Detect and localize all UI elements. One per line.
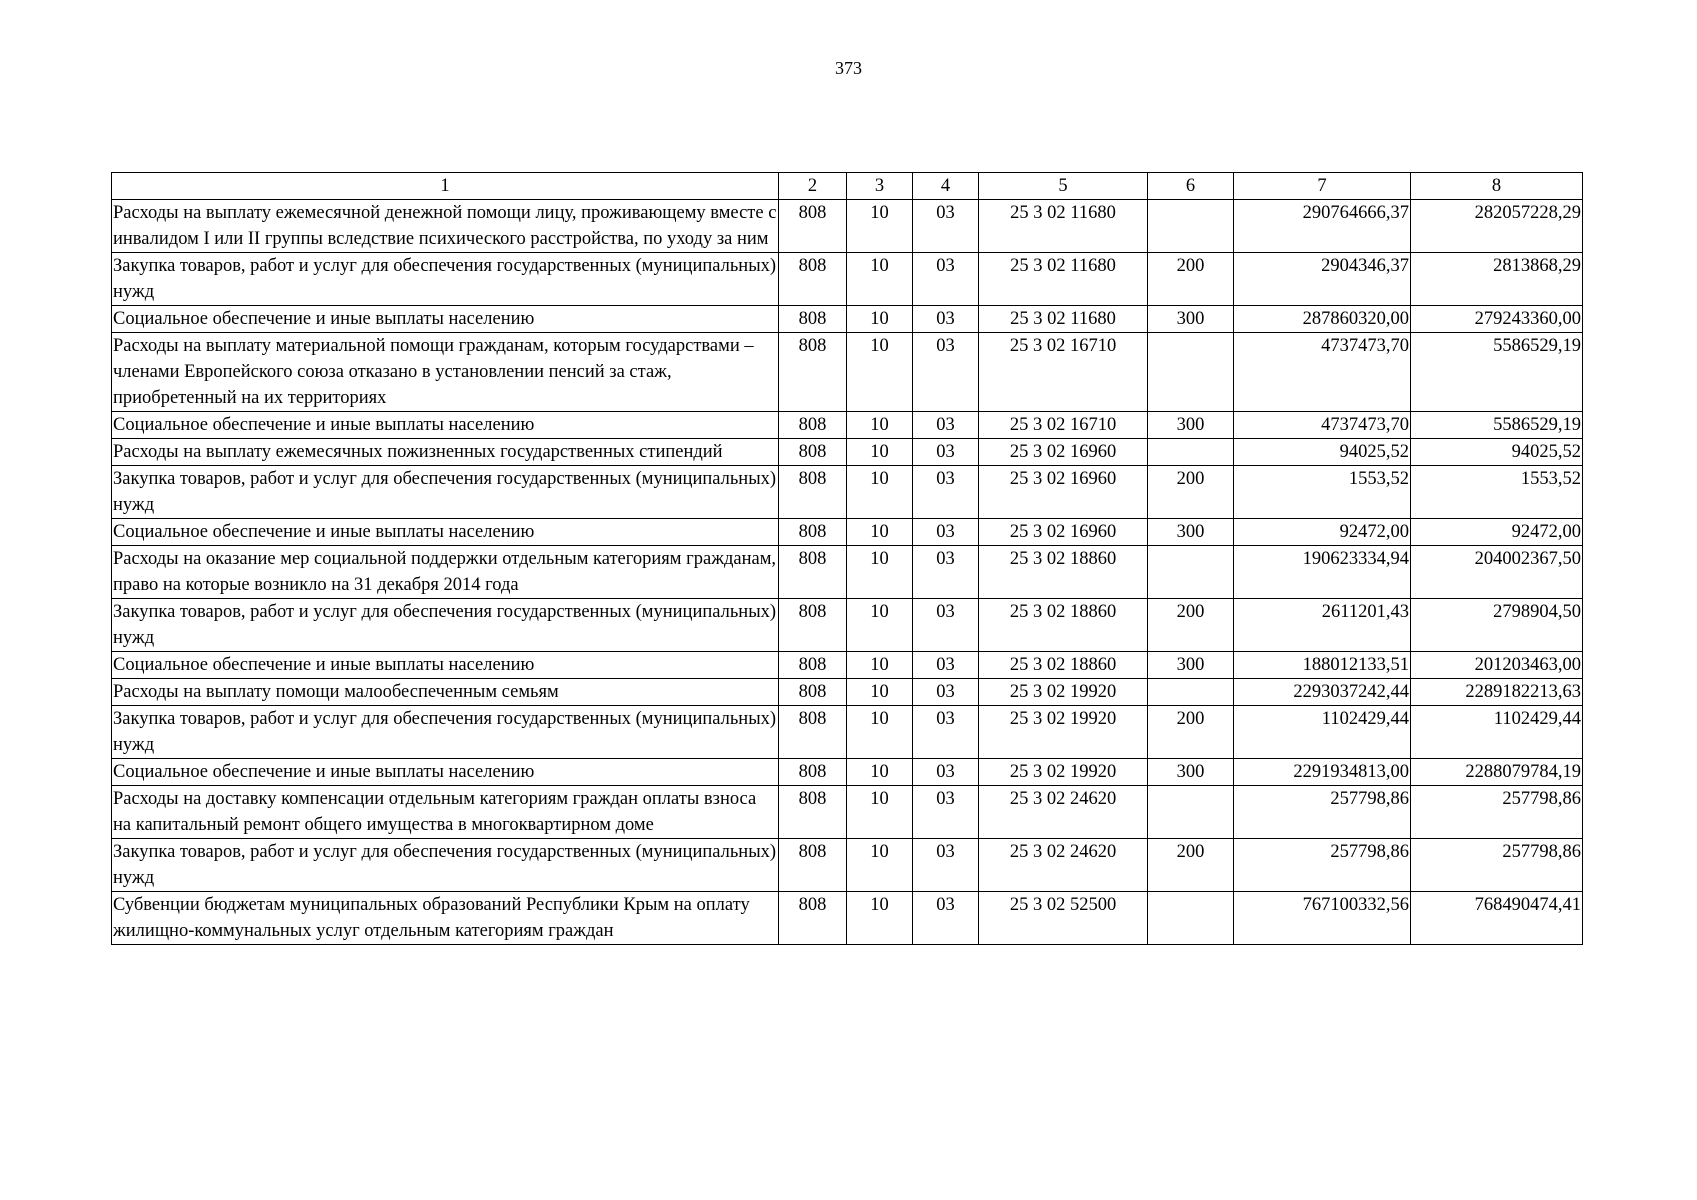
expense-type-cell: 300: [1148, 652, 1234, 679]
target-article-cell: 25 3 02 24620: [979, 786, 1148, 839]
target-article-cell: 25 3 02 19920: [979, 706, 1148, 759]
expense-name-cell: Расходы на выплату материальной помощи гражданам, которым государствами – членами Европейского союза отказано в установлении пенсий за стаж, приобретенный на их территориях: [112, 333, 779, 412]
ministry-code-cell: 808: [779, 333, 847, 412]
expense-type-cell: [1148, 892, 1234, 945]
amount-year-2-cell: 768490474,41: [1411, 892, 1583, 945]
expense-name-cell: Социальное обеспечение и иные выплаты населению: [112, 759, 779, 786]
page-number: 373: [835, 58, 862, 78]
ministry-code-cell: 808: [779, 466, 847, 519]
expense-name-cell: Социальное обеспечение и иные выплаты населению: [112, 412, 779, 439]
amount-year-2-cell: 1102429,44: [1411, 706, 1583, 759]
table-row: [112, 412, 1583, 439]
expense-name-cell: Расходы на доставку компенсации отдельным категориям граждан оплаты взноса на капитальный ремонт общего имущества в многоквартирном доме: [112, 786, 779, 839]
section-code-cell: 10: [847, 306, 913, 333]
column-header: 2: [779, 173, 847, 200]
subsection-code-cell: 03: [913, 839, 979, 892]
column-header: 8: [1411, 173, 1583, 200]
amount-year-1-cell: 290764666,37: [1234, 200, 1411, 253]
subsection-code-cell: 03: [913, 333, 979, 412]
ministry-code-cell: 808: [779, 839, 847, 892]
target-article-cell: 25 3 02 24620: [979, 839, 1148, 892]
amount-year-1-cell: 257798,86: [1234, 786, 1411, 839]
expense-type-cell: 300: [1148, 519, 1234, 546]
expense-type-cell: [1148, 200, 1234, 253]
amount-year-1-cell: 188012133,51: [1234, 652, 1411, 679]
ministry-code-cell: 808: [779, 546, 847, 599]
subsection-code-cell: 03: [913, 759, 979, 786]
subsection-code-cell: 03: [913, 546, 979, 599]
amount-year-1-cell: 767100332,56: [1234, 892, 1411, 945]
section-code-cell: 10: [847, 786, 913, 839]
amount-year-1-cell: 190623334,94: [1234, 546, 1411, 599]
expense-name-cell: Закупка товаров, работ и услуг для обеспечения государственных (муниципальных) нужд: [112, 253, 779, 306]
amount-year-2-cell: 282057228,29: [1411, 200, 1583, 253]
expense-name-cell: Социальное обеспечение и иные выплаты населению: [112, 519, 779, 546]
subsection-code-cell: 03: [913, 439, 979, 466]
subsection-code-cell: 03: [913, 706, 979, 759]
amount-year-2-cell: 94025,52: [1411, 439, 1583, 466]
target-article-cell: 25 3 02 16960: [979, 519, 1148, 546]
subsection-code-cell: 03: [913, 892, 979, 945]
section-code-cell: 10: [847, 652, 913, 679]
amount-year-2-cell: 201203463,00: [1411, 652, 1583, 679]
ministry-code-cell: 808: [779, 253, 847, 306]
amount-year-1-cell: 257798,86: [1234, 839, 1411, 892]
expense-type-cell: [1148, 546, 1234, 599]
expense-type-cell: 300: [1148, 412, 1234, 439]
table-row: [112, 652, 1583, 679]
table-row: [112, 439, 1583, 466]
subsection-code-cell: 03: [913, 253, 979, 306]
amount-year-1-cell: 287860320,00: [1234, 306, 1411, 333]
section-code-cell: 10: [847, 892, 913, 945]
subsection-code-cell: 03: [913, 519, 979, 546]
subsection-code-cell: 03: [913, 599, 979, 652]
amount-year-2-cell: 257798,86: [1411, 786, 1583, 839]
table-row: [112, 892, 1583, 945]
target-article-cell: 25 3 02 11680: [979, 306, 1148, 333]
subsection-code-cell: 03: [913, 652, 979, 679]
expense-type-cell: 200: [1148, 599, 1234, 652]
ministry-code-cell: 808: [779, 519, 847, 546]
table-row: [112, 466, 1583, 519]
target-article-cell: 25 3 02 16710: [979, 412, 1148, 439]
column-header: 1: [112, 173, 779, 200]
section-code-cell: 10: [847, 333, 913, 412]
column-header: 6: [1148, 173, 1234, 200]
table-row: [112, 333, 1583, 412]
expense-name-cell: Расходы на оказание мер социальной поддержки отдельным категориям гражданам, право на которые возникло на 31 декабря 2014 года: [112, 546, 779, 599]
amount-year-2-cell: 92472,00: [1411, 519, 1583, 546]
expense-type-cell: 300: [1148, 306, 1234, 333]
amount-year-1-cell: 94025,52: [1234, 439, 1411, 466]
amount-year-1-cell: 2904346,37: [1234, 253, 1411, 306]
target-article-cell: 25 3 02 19920: [979, 759, 1148, 786]
subsection-code-cell: 03: [913, 679, 979, 706]
expense-type-cell: 200: [1148, 839, 1234, 892]
table-row: [112, 679, 1583, 706]
amount-year-1-cell: 2611201,43: [1234, 599, 1411, 652]
subsection-code-cell: 03: [913, 200, 979, 253]
target-article-cell: 25 3 02 11680: [979, 200, 1148, 253]
table-row: [112, 200, 1583, 253]
expense-name-cell: Закупка товаров, работ и услуг для обеспечения государственных (муниципальных) нужд: [112, 839, 779, 892]
expense-name-cell: Закупка товаров, работ и услуг для обеспечения государственных (муниципальных) нужд: [112, 599, 779, 652]
table-row: [112, 759, 1583, 786]
table-row: [112, 253, 1583, 306]
ministry-code-cell: 808: [779, 439, 847, 466]
target-article-cell: 25 3 02 11680: [979, 253, 1148, 306]
ministry-code-cell: 808: [779, 652, 847, 679]
column-header: 5: [979, 173, 1148, 200]
section-code-cell: 10: [847, 439, 913, 466]
table-row: [112, 839, 1583, 892]
expense-type-cell: 200: [1148, 706, 1234, 759]
ministry-code-cell: 808: [779, 306, 847, 333]
ministry-code-cell: 808: [779, 679, 847, 706]
expense-type-cell: [1148, 333, 1234, 412]
ministry-code-cell: 808: [779, 412, 847, 439]
section-code-cell: 10: [847, 253, 913, 306]
table-header-row: [112, 173, 1583, 200]
expense-name-cell: Расходы на выплату ежемесячных пожизненных государственных стипендий: [112, 439, 779, 466]
amount-year-1-cell: 2293037242,44: [1234, 679, 1411, 706]
section-code-cell: 10: [847, 759, 913, 786]
ministry-code-cell: 808: [779, 759, 847, 786]
subsection-code-cell: 03: [913, 306, 979, 333]
table-row: [112, 786, 1583, 839]
ministry-code-cell: 808: [779, 786, 847, 839]
amount-year-2-cell: 2289182213,63: [1411, 679, 1583, 706]
expense-name-cell: Социальное обеспечение и иные выплаты населению: [112, 306, 779, 333]
column-header: 7: [1234, 173, 1411, 200]
expense-type-cell: [1148, 786, 1234, 839]
amount-year-2-cell: 2798904,50: [1411, 599, 1583, 652]
target-article-cell: 25 3 02 16960: [979, 439, 1148, 466]
section-code-cell: 10: [847, 839, 913, 892]
amount-year-2-cell: 204002367,50: [1411, 546, 1583, 599]
target-article-cell: 25 3 02 18860: [979, 652, 1148, 679]
expense-name-cell: Расходы на выплату ежемесячной денежной помощи лицу, проживающему вместе с инвалидом I или II группы вследствие психического расстройства, по уходу за ним: [112, 200, 779, 253]
subsection-code-cell: 03: [913, 466, 979, 519]
section-code-cell: 10: [847, 679, 913, 706]
section-code-cell: 10: [847, 200, 913, 253]
expense-name-cell: Расходы на выплату помощи малообеспеченным семьям: [112, 679, 779, 706]
target-article-cell: 25 3 02 19920: [979, 679, 1148, 706]
table-row: [112, 519, 1583, 546]
expense-type-cell: 300: [1148, 759, 1234, 786]
expense-name-cell: Социальное обеспечение и иные выплаты населению: [112, 652, 779, 679]
target-article-cell: 25 3 02 16710: [979, 333, 1148, 412]
subsection-code-cell: 03: [913, 786, 979, 839]
section-code-cell: 10: [847, 546, 913, 599]
expense-name-cell: Субвенции бюджетам муниципальных образований Республики Крым на оплату жилищно-коммунальных услуг отдельным категориям граждан: [112, 892, 779, 945]
table-row: [112, 706, 1583, 759]
amount-year-2-cell: 2288079784,19: [1411, 759, 1583, 786]
section-code-cell: 10: [847, 466, 913, 519]
amount-year-2-cell: 2813868,29: [1411, 253, 1583, 306]
expense-type-cell: [1148, 439, 1234, 466]
target-article-cell: 25 3 02 16960: [979, 466, 1148, 519]
amount-year-2-cell: 279243360,00: [1411, 306, 1583, 333]
column-header: 4: [913, 173, 979, 200]
amount-year-1-cell: 4737473,70: [1234, 412, 1411, 439]
target-article-cell: 25 3 02 18860: [979, 599, 1148, 652]
ministry-code-cell: 808: [779, 599, 847, 652]
amount-year-1-cell: 4737473,70: [1234, 333, 1411, 412]
table-row: [112, 306, 1583, 333]
amount-year-2-cell: 5586529,19: [1411, 333, 1583, 412]
ministry-code-cell: 808: [779, 892, 847, 945]
expense-type-cell: 200: [1148, 253, 1234, 306]
amount-year-1-cell: 1553,52: [1234, 466, 1411, 519]
ministry-code-cell: 808: [779, 706, 847, 759]
target-article-cell: 25 3 02 52500: [979, 892, 1148, 945]
amount-year-1-cell: 92472,00: [1234, 519, 1411, 546]
expense-type-cell: [1148, 679, 1234, 706]
target-article-cell: 25 3 02 18860: [979, 546, 1148, 599]
section-code-cell: 10: [847, 412, 913, 439]
expense-name-cell: Закупка товаров, работ и услуг для обеспечения государственных (муниципальных) нужд: [112, 466, 779, 519]
table-row: [112, 599, 1583, 652]
expense-name-cell: Закупка товаров, работ и услуг для обеспечения государственных (муниципальных) нужд: [112, 706, 779, 759]
amount-year-2-cell: 5586529,19: [1411, 412, 1583, 439]
section-code-cell: 10: [847, 519, 913, 546]
ministry-code-cell: 808: [779, 200, 847, 253]
subsection-code-cell: 03: [913, 412, 979, 439]
column-header: 3: [847, 173, 913, 200]
amount-year-2-cell: 257798,86: [1411, 839, 1583, 892]
expense-type-cell: 200: [1148, 466, 1234, 519]
amount-year-1-cell: 2291934813,00: [1234, 759, 1411, 786]
section-code-cell: 10: [847, 599, 913, 652]
section-code-cell: 10: [847, 706, 913, 759]
budget-table: [111, 172, 1583, 945]
amount-year-1-cell: 1102429,44: [1234, 706, 1411, 759]
table-row: [112, 546, 1583, 599]
amount-year-2-cell: 1553,52: [1411, 466, 1583, 519]
